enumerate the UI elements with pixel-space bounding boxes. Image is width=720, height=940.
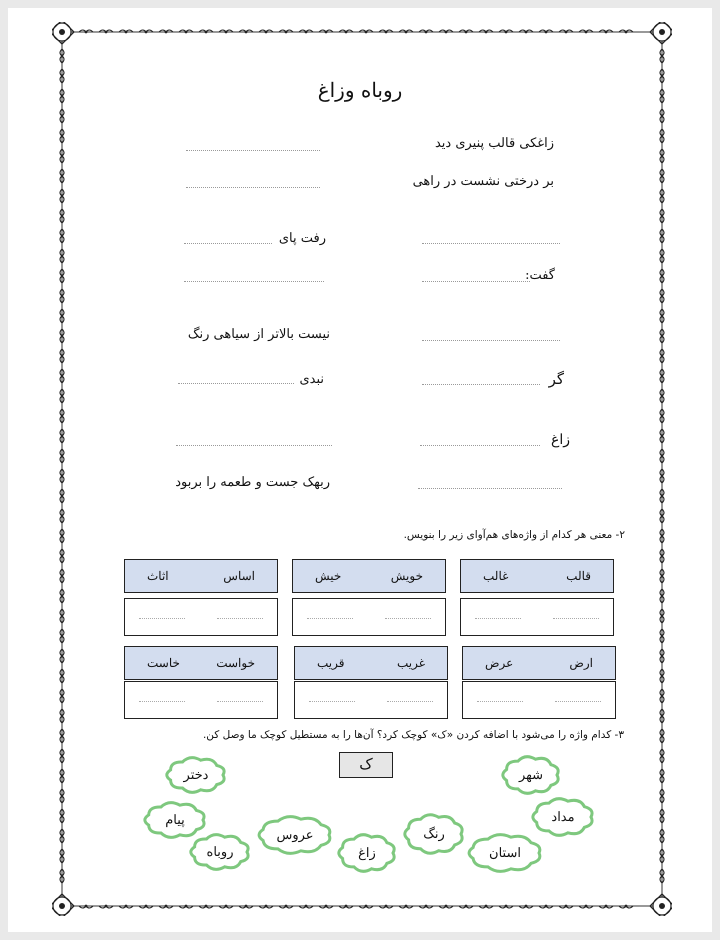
word: خیش [315, 569, 342, 583]
answer-blank [186, 187, 320, 188]
answer-blank [422, 340, 560, 341]
word-cloud[interactable] [530, 796, 596, 838]
cloud-word: رنگ [423, 826, 445, 842]
homophone-box [294, 646, 448, 680]
answer-blank [186, 150, 320, 151]
poem-line-4: گفت: [525, 268, 555, 283]
cloud-word: استان [489, 845, 521, 861]
cloud-word: زاغ [358, 845, 376, 861]
word: خویش [390, 569, 423, 583]
poem-line-7: نبدی [299, 372, 324, 387]
word: قریب [317, 656, 345, 670]
cloud-word: شهر [518, 767, 544, 783]
word: قالب [566, 569, 591, 583]
answer-box[interactable] [460, 598, 614, 636]
poem-line-8: زاغ [550, 432, 570, 448]
word: خواست [216, 656, 255, 670]
word-cloud[interactable] [256, 814, 334, 856]
poem-line-3: رفت پای [278, 231, 326, 246]
word: عرض [485, 656, 514, 670]
ornamental-frame [52, 22, 672, 916]
homophone-box [124, 559, 278, 593]
answer-blank [176, 445, 332, 446]
word-cloud[interactable] [188, 832, 252, 872]
answer-box[interactable] [124, 598, 278, 636]
word: اثاث [147, 569, 169, 583]
poem-line-6: گر [548, 370, 564, 388]
poem-line-2: بر درختی نشست در راهی [412, 174, 554, 189]
word-cloud[interactable] [336, 832, 398, 874]
word-cloud[interactable] [164, 755, 228, 795]
answer-blank [422, 243, 560, 244]
answer-box[interactable] [294, 681, 448, 719]
homophone-box [292, 559, 446, 593]
answer-blank [418, 488, 562, 489]
answer-blank [178, 383, 294, 384]
answer-box[interactable] [292, 598, 446, 636]
word-cloud[interactable] [466, 832, 544, 874]
word: خاست [147, 656, 180, 670]
answer-blank [184, 243, 272, 244]
answer-box[interactable] [124, 681, 278, 719]
answer-blank [184, 281, 324, 282]
target-letter-box[interactable]: ک [339, 752, 393, 778]
answer-blank [422, 281, 530, 282]
word: اساس [223, 569, 255, 583]
word-cloud[interactable] [500, 754, 562, 796]
homophone-box [460, 559, 614, 593]
answer-blank [420, 445, 540, 446]
homophone-box [124, 646, 278, 680]
homophone-box [462, 646, 616, 680]
question-3-prompt: ۳- کدام واژه را می‌شود با اضافه کردن «ک» کوچک کرد؟ آن‌ها را به مستطیل کوچک ما وصل کن. [202, 729, 624, 741]
page-title: روباه وزاغ [317, 78, 403, 102]
poem-line-1: زاغکی قالب پنیری دید [434, 136, 554, 151]
word: ارض [569, 656, 593, 670]
word: غریب [396, 656, 425, 670]
answer-box[interactable] [462, 681, 616, 719]
poem-line-5: نیست بالاتر از سیاهی رنگ [187, 327, 330, 342]
word-cloud[interactable] [402, 812, 466, 856]
cloud-word: پیام [165, 812, 185, 828]
poem-line-9: ربهک جست و طعمه را بربود [175, 475, 330, 490]
cloud-word: مداد [551, 809, 575, 825]
cloud-word: روباه [206, 844, 234, 860]
answer-blank [422, 384, 540, 385]
cloud-word: عروس [276, 827, 314, 843]
word: غالب [483, 569, 509, 583]
cloud-word: دختر [183, 767, 209, 783]
decorative-border [52, 22, 672, 916]
question-2-prompt: ۲- معنی هر کدام از واژه‌های هم‌آوای زیر را بنویس. [403, 529, 625, 541]
